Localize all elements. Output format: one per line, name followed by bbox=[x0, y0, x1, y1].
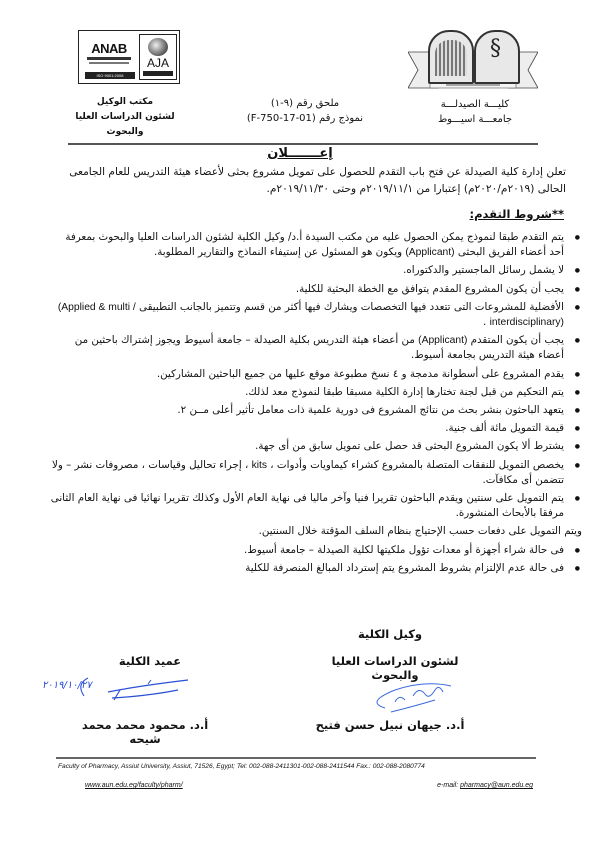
condition-text: قيمة التمويل مائة ألف جنية. bbox=[445, 422, 564, 435]
condition-item bbox=[50, 561, 564, 576]
footer-address: Faculty of Pharmacy, Assiut University, Assiut, 71526, Egypt; Tel: 002-088-2411301-002-088-2411544 Fax.: 002-088-2080774 bbox=[58, 763, 425, 770]
condition-item bbox=[50, 458, 564, 488]
form-number bbox=[230, 96, 380, 126]
condition-text: يتم التحكيم من قبل لجنة تختارها إدارة الكلية مسبقا طبقا لنموذج معد لذلك. bbox=[245, 385, 564, 398]
condition-text: من أعضاء هيئة التدريس بكلية الصيدلة – جامعة أسيوط ويجوز إشتراك باحثين من أعضاء هيئة التدريس بجامعة أسيوط. bbox=[74, 334, 564, 362]
condition-text: يجب أن يكون المتقدم bbox=[467, 334, 564, 347]
dean-title: عميد الكلية bbox=[118, 654, 182, 668]
condition-item bbox=[50, 263, 564, 278]
appendix-number: ملحق رقم (٩-١) bbox=[270, 98, 340, 109]
footer-divider bbox=[56, 757, 536, 759]
university-line: جامعـــة اسيـــوط bbox=[437, 114, 513, 125]
office-line-1: مكتب الوكيل bbox=[96, 97, 154, 107]
iso-cert-label: ISO 9001:2008 bbox=[85, 72, 135, 79]
condition-item bbox=[50, 543, 564, 558]
vice-dean-title: وكيل الكلية bbox=[357, 627, 423, 641]
condition-text: يشترط ألا يكون المشروع البحثى قد حصل على تمويل سابق من أى جهة. bbox=[255, 440, 564, 453]
vice-dean-name: أ.د. جيهان نبيل حسن فتيح bbox=[315, 718, 465, 732]
condition-item bbox=[50, 282, 564, 297]
faculty-line: كليـــة الصيدلـــة bbox=[440, 99, 510, 110]
anab-logo-bar bbox=[87, 57, 131, 60]
university-emblem-icon bbox=[428, 30, 474, 84]
conditions-list bbox=[50, 230, 582, 579]
globe-icon bbox=[148, 38, 168, 56]
pharmacy-emblem-icon: § bbox=[474, 30, 520, 84]
condition-item bbox=[50, 439, 564, 454]
condition-item bbox=[50, 230, 564, 260]
dean-handwritten-date: ٢٠١٩/١٠/٢٧ bbox=[42, 680, 92, 691]
condition-item bbox=[50, 491, 564, 521]
condition-text: ويتم التمويل على دفعات حسب الإحتياج بنظام السلف المؤقتة خلال السنتين. bbox=[258, 525, 582, 538]
condition-item bbox=[50, 333, 564, 363]
condition-item bbox=[50, 524, 582, 539]
office-line-2: لشئون الدراسات العليا والبحوث bbox=[75, 112, 175, 137]
condition-text: يتعهد الباحثون بنشر بحث من نتائج المشروع فى دورية علمية ذات معامل تأثير أعلى مــن ٢. bbox=[177, 404, 564, 417]
condition-text: فى حالة عدم الإلتزام بشروط المشروع يتم إسترداد المبالغ المنصرفة للكلية bbox=[245, 561, 564, 574]
form-code: نموذج رقم (F-750-17-01) bbox=[246, 113, 364, 124]
vice-dean-signature bbox=[355, 672, 465, 718]
email-link[interactable]: pharmacy@aun.edu.eg bbox=[460, 782, 533, 789]
faculty-name bbox=[410, 97, 540, 127]
aja-logo bbox=[139, 34, 177, 80]
dean-name: أ.د. محمود محمد محمد شيحه bbox=[81, 718, 209, 746]
condition-item bbox=[50, 300, 564, 330]
condition-latin-term: kits bbox=[251, 459, 268, 471]
condition-text: يتم التقدم طبقا لنموذج يمكن الحصول عليه من مكتب السيدة أ.د/ وكيل الكلية لشئون الدراسات العليا والبحوث بمعرفة أحد أعضاء الفريق البحثى bbox=[65, 231, 564, 259]
condition-text: فى حالة شراء أجهزة أو معدات تؤول ملكيتها لكلية الصيدلة – جامعة أسيوط. bbox=[244, 543, 564, 556]
aja-logo-bar bbox=[143, 71, 173, 76]
condition-latin-term: (Applied & multi / interdisciplinary) bbox=[57, 301, 564, 329]
condition-latin-term: (Applicant) bbox=[405, 247, 455, 259]
condition-item bbox=[50, 421, 564, 436]
condition-item bbox=[50, 385, 564, 400]
condition-text: يقدم المشروع على أسطوانة مدمجة و ٤ نسخ مطبوعة موقع عليها من جميع الباحثين المشاركين. bbox=[156, 367, 564, 380]
condition-text: الأفضلية للمشروعات التى تتعدد فيها التخصصات ويشارك فيها أكثر من قسم وتتميز بالجانب التطبيقى bbox=[135, 300, 564, 313]
condition-text: يتم التمويل على سنتين ويقدم الباحثون تقريرا فنيا وآخر ماليا فى نهاية العام الأول وكذلك تقريرا نهائيا فى نهاية العام الثانى مرفقا بالأبحاث المنشورة. bbox=[50, 492, 564, 520]
vice-dean-subtitle: لشئون الدراسات العليا والبحوث bbox=[331, 654, 459, 682]
condition-text: . bbox=[483, 316, 490, 329]
dean-signature bbox=[28, 670, 208, 712]
accreditation-logo bbox=[78, 30, 180, 84]
vice-dean-office-label bbox=[60, 95, 190, 140]
condition-text: لا يشمل رسائل الماجستير والدكتوراه. bbox=[403, 264, 564, 277]
condition-text: ، إجراء تحاليل وقياسات ، مصروفات نشر – ولا تتضمن أى مكافآت. bbox=[51, 458, 564, 486]
condition-text: يجب أن يكون المشروع المقدم يتوافق مع الخطة البحثية للكلية. bbox=[295, 282, 564, 295]
condition-text: يخصص التمويل للنفقات المتصلة بالمشروع كشراء كيماويات وأدوات ، bbox=[267, 458, 564, 471]
anab-logo-text: ANAB bbox=[91, 41, 127, 56]
conditions-title: **شروط التقدم: bbox=[469, 207, 564, 221]
aja-logo-text: AJA bbox=[146, 56, 169, 70]
condition-item bbox=[50, 403, 564, 418]
condition-text: ويكون هو المسئول عن إستيفاء النماذج والتقارير المطلوبة. bbox=[153, 246, 406, 259]
condition-latin-term: (Applicant) bbox=[418, 335, 468, 347]
condition-item bbox=[50, 367, 564, 382]
website-link[interactable]: www.aun.edu.eg/faculty/pharm/ bbox=[85, 782, 183, 789]
announcement-intro: تعلن إدارة كلية الصيدلة عن فتح باب التقدم للحصول على تمويل مشروع بحثى لأعضاء هيئة التدريس للعام الجامعى الحالى (٢٠١٩م/٢٠٢٠م) إعتبارا من ٢٠١٩/١١/١م وحتى ٢٠١٩/١١/٣٠م. bbox=[69, 166, 566, 195]
faculty-logo bbox=[408, 30, 538, 90]
email-label: e-mail: bbox=[437, 782, 461, 789]
anab-logo-bar bbox=[89, 62, 129, 64]
header-divider bbox=[68, 143, 538, 145]
email-line bbox=[400, 782, 533, 789]
announcement-title: إعـــــــلان bbox=[267, 146, 333, 161]
